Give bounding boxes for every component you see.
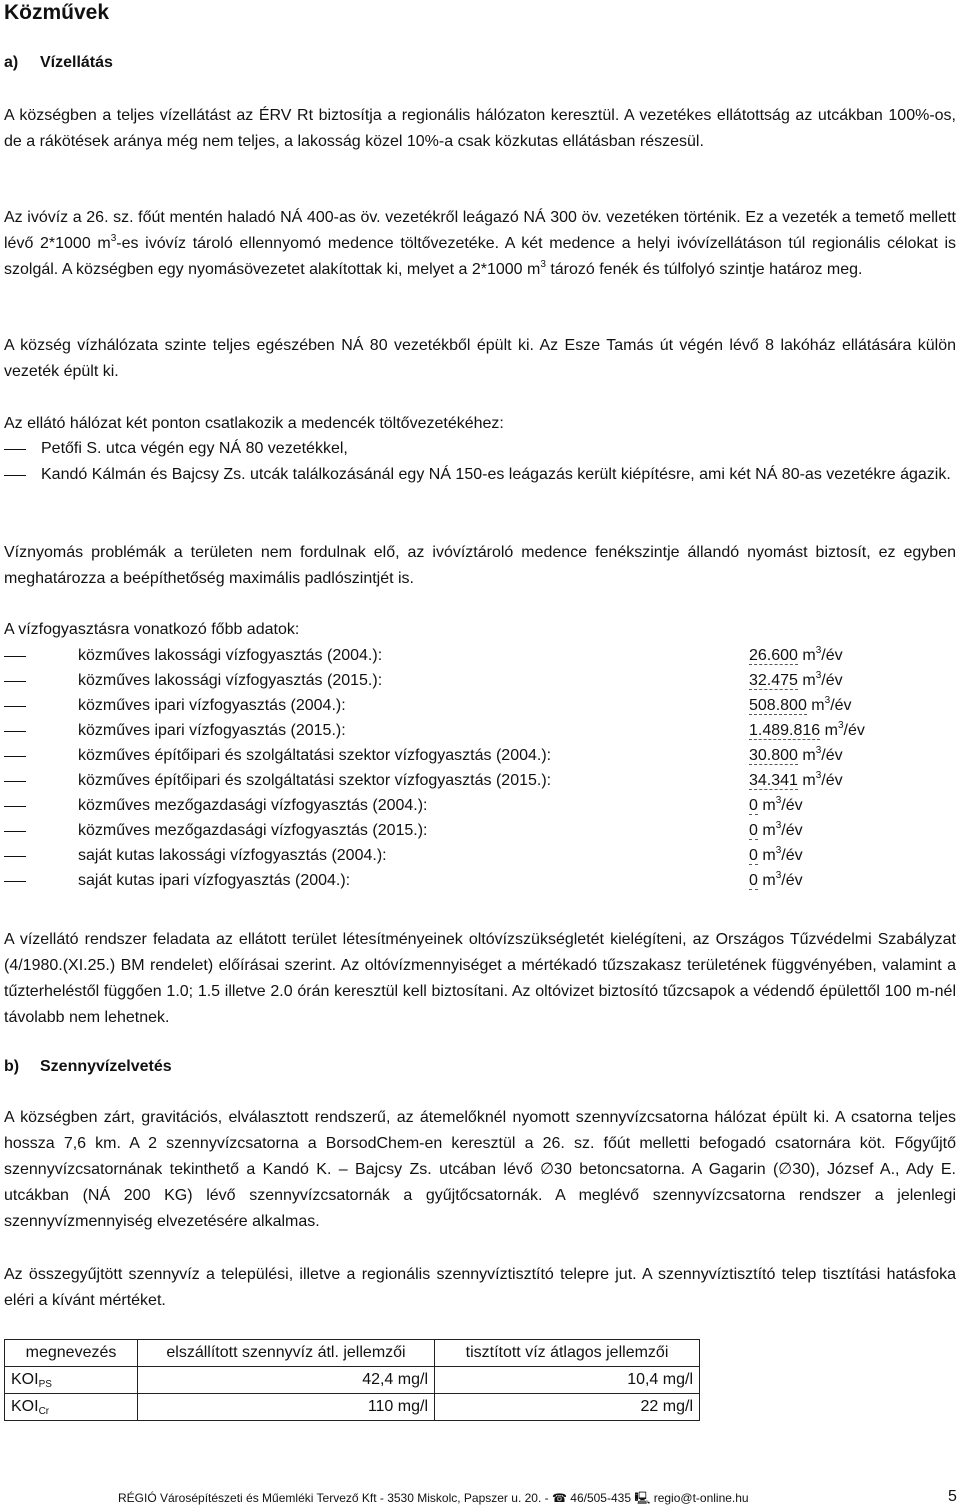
connection-list — [4, 436, 956, 488]
paragraph-ivoviz: Az ivóvíz a 26. sz. főút mentén haladó NÁ 400-as öv. vezetékről leágazó NÁ 300 öv. vezetéken történik. Ez a vezeték a temető mellett lévő 2*1000 $m^3-es$ ivóvíz tároló ellennyomó medence töltővezetéke. A két medence a helyi ivóvízellátáson túl regionális célokat is szolgál. A községben egy nyomásövezetet alakítottak ki, melyet a 2*1000 $m^3$ tározó fenék és túlfolyó szintje határoz meg. — [4, 209, 956, 278]
table-row — [5, 1367, 700, 1394]
water-item: közműves ipari vízfogyasztás (2015.): 1.489.816 $m^3/év$ — [4, 718, 956, 743]
water-item: közműves mezőgazdasági vízfogyasztás (2015.): 0 $m^3/év$ — [4, 818, 956, 843]
water-value: 508.800 $m^3/év$ — [749, 695, 852, 714]
water-value: 30.800 $m^3/év$ — [749, 745, 843, 764]
paragraph-vizhalozat: A község vízhálózata szinte teljes egészében NÁ 80 vezetékből épült ki. Az Esze Tamás út végén lévő 8 lakóház ellátására külön vezeték épült ki. — [4, 337, 956, 380]
water-item: saját kutas lakossági vízfogyasztás (2004.): 0 $m^3/év$ — [4, 843, 956, 868]
section-title: Vízellátás — [40, 54, 113, 71]
table-cell: 22 mg/l — [435, 1394, 700, 1421]
water-value: 26.600 $m^3/év$ — [749, 645, 843, 664]
water-consumption-list — [4, 643, 956, 893]
water-item: közműves lakossági vízfogyasztás (2004.): 26.600 $m^3/év$ — [4, 643, 956, 668]
water-value: 0 $m^3/év$ — [749, 845, 803, 864]
table-header: elszállított szennyvíz átl. jellemzői — [138, 1340, 435, 1367]
table-header: tisztított víz átlagos jellemzői — [435, 1340, 700, 1367]
water-value: 32.475 $m^3/év$ — [749, 670, 843, 689]
section-letter: a) — [4, 54, 19, 71]
water-item: közműves ipari vízfogyasztás (2004.): 508.800 $m^3/év$ — [4, 693, 956, 718]
page-title: Közművek — [4, 1, 110, 24]
page-number: 5 — [948, 1488, 957, 1505]
paragraph-oltoviz: A vízellátó rendszer feladata az ellátott terület létesítményeinek oltóvízszükségletét kielégíteni, az Országos Tűzvédelmi Szabályzat (4/1980.(XI.25.) BM rendelet) előírásai szerint. Az oltóvízmennyiséget a mértékadó tűzszakasz területének függvényében, valamint a tűzterheléstől függően 1.0; 1.5 illetve 2.0 órán keresztül kell biztosítani. Az oltóvizet biztosító tűzcsapok a védendő épülettől 100 m-nél távolabb nem lehetnek. — [4, 931, 956, 1026]
water-value: 1.489.816 $m^3/év$ — [749, 720, 865, 739]
paragraph-csatlakozas-intro: Az ellátó hálózat két ponton csatlakozik a medencék töltővezetékéhez: — [4, 415, 504, 432]
computer-icon: 🖳 — [634, 1491, 651, 1505]
list-item: Petőfi S. utca végén egy NÁ 80 vezetékkel, — [41, 440, 348, 457]
water-item: közműves lakossági vízfogyasztás (2015.): 32.475 $m^3/év$ — [4, 668, 956, 693]
paragraph-vizfogyasztas-intro: A vízfogyasztásra vonatkozó főbb adatok: — [4, 621, 300, 638]
table-cell-name: $KOI_{Cr}$ — [5, 1394, 138, 1421]
paragraph-tisztitas: Az összegyűjtött szennyvíz a települési, illetve a regionális szennyvíztisztító telepre jut. A szennyvíztisztító telep tisztítási hatásfoka eléri a kívánt mértéket. — [4, 1266, 956, 1309]
water-value: 0 $m^3/év$ — [749, 795, 803, 814]
section-title: Szennyvízelvetés — [40, 1058, 172, 1075]
paragraph-intro: A községben a teljes vízellátást az ÉRV Rt biztosítja a regionális hálózaton keresztül. A vezetékes ellátottság az utcákban 100%-os, de a rákötések aránya még nem teljes, a lakosság közel 10%-a csak közkutas ellátásban részesül. — [4, 107, 956, 150]
paragraph-viznyomas: Víznyomás problémák a területen nem fordulnak elő, az ivóvíztároló medence fenékszintje állandó nyomást biztosít, ez egyben meghatározza a beépíthetőség maximális padlószintjét is. — [4, 544, 956, 587]
water-item: közműves mezőgazdasági vízfogyasztás (2004.): 0 $m^3/év$ — [4, 793, 956, 818]
water-value: 34.341 $m^3/év$ — [749, 770, 843, 789]
section-letter: b) — [4, 1058, 20, 1075]
water-value: 0 $m^3/év$ — [749, 820, 803, 839]
water-item: közműves építőipari és szolgáltatási szektor vízfogyasztás (2004.): 30.800 $m^3/év$ — [4, 743, 956, 768]
table-header: megnevezés — [5, 1340, 138, 1367]
table-header-row — [5, 1340, 700, 1367]
table-cell: 42,4 mg/l — [138, 1367, 435, 1394]
section-heading-szennyviz — [4, 1054, 172, 1080]
water-item: közműves építőipari és szolgáltatási szektor vízfogyasztás (2015.): 34.341 $m^3/év$ — [4, 768, 956, 793]
list-item: Kandó Kálmán és Bajcsy Zs. utcák találkozásánál egy NÁ 150-es leágazás került kiépítésre, ami két NÁ 80-as vezetékre ágazik. — [41, 466, 951, 483]
page-footer: RÉGIÓ Városépítészeti és Műemléki Tervező Kft - 3530 Miskolc, Papszer u. 20. - ☎ 46/505-435 🖳 regio@t-online.hu — [118, 1491, 749, 1505]
table-cell: 110 mg/l — [138, 1394, 435, 1421]
paragraph-csatorna: A községben zárt, gravitációs, elválasztott rendszerű, az átemelőknél nyomott szennyvízcsatorna hálózat épült ki. A csatorna teljes hossza 7,6 km. A 2 szennyvízcsatorna a BorsodChem-en keresztül a 26. sz. főút melletti befogadó csatornára köt. Főgyűjtő szennyvízcsatornának tekinthető a Kandó K. – Bajcsy Zs. utcában lévő ∅30 betoncsatorna. A Gagarin (∅30), József A., Ady E. utcákban (NÁ 200 KG) lévő szennyvízcsatornák a gyűjtőcsatornák. A meglévő szennyvízcsatorna rendszer a jelenlegi szennyvízmennyiség elvezetésére alkalmas. — [4, 1109, 956, 1230]
water-value: 0 $m^3/év$ — [749, 870, 803, 889]
wastewater-table — [4, 1339, 700, 1421]
table-cell-name: $KOI_{PS}$ — [5, 1367, 138, 1394]
water-item: saját kutas ipari vízfogyasztás (2004.): 0 $m^3/év$ — [4, 868, 956, 893]
table-row — [5, 1394, 700, 1421]
phone-icon: ☎ — [551, 1491, 567, 1505]
table-cell: 10,4 mg/l — [435, 1367, 700, 1394]
section-heading-vizellatas — [4, 50, 113, 76]
